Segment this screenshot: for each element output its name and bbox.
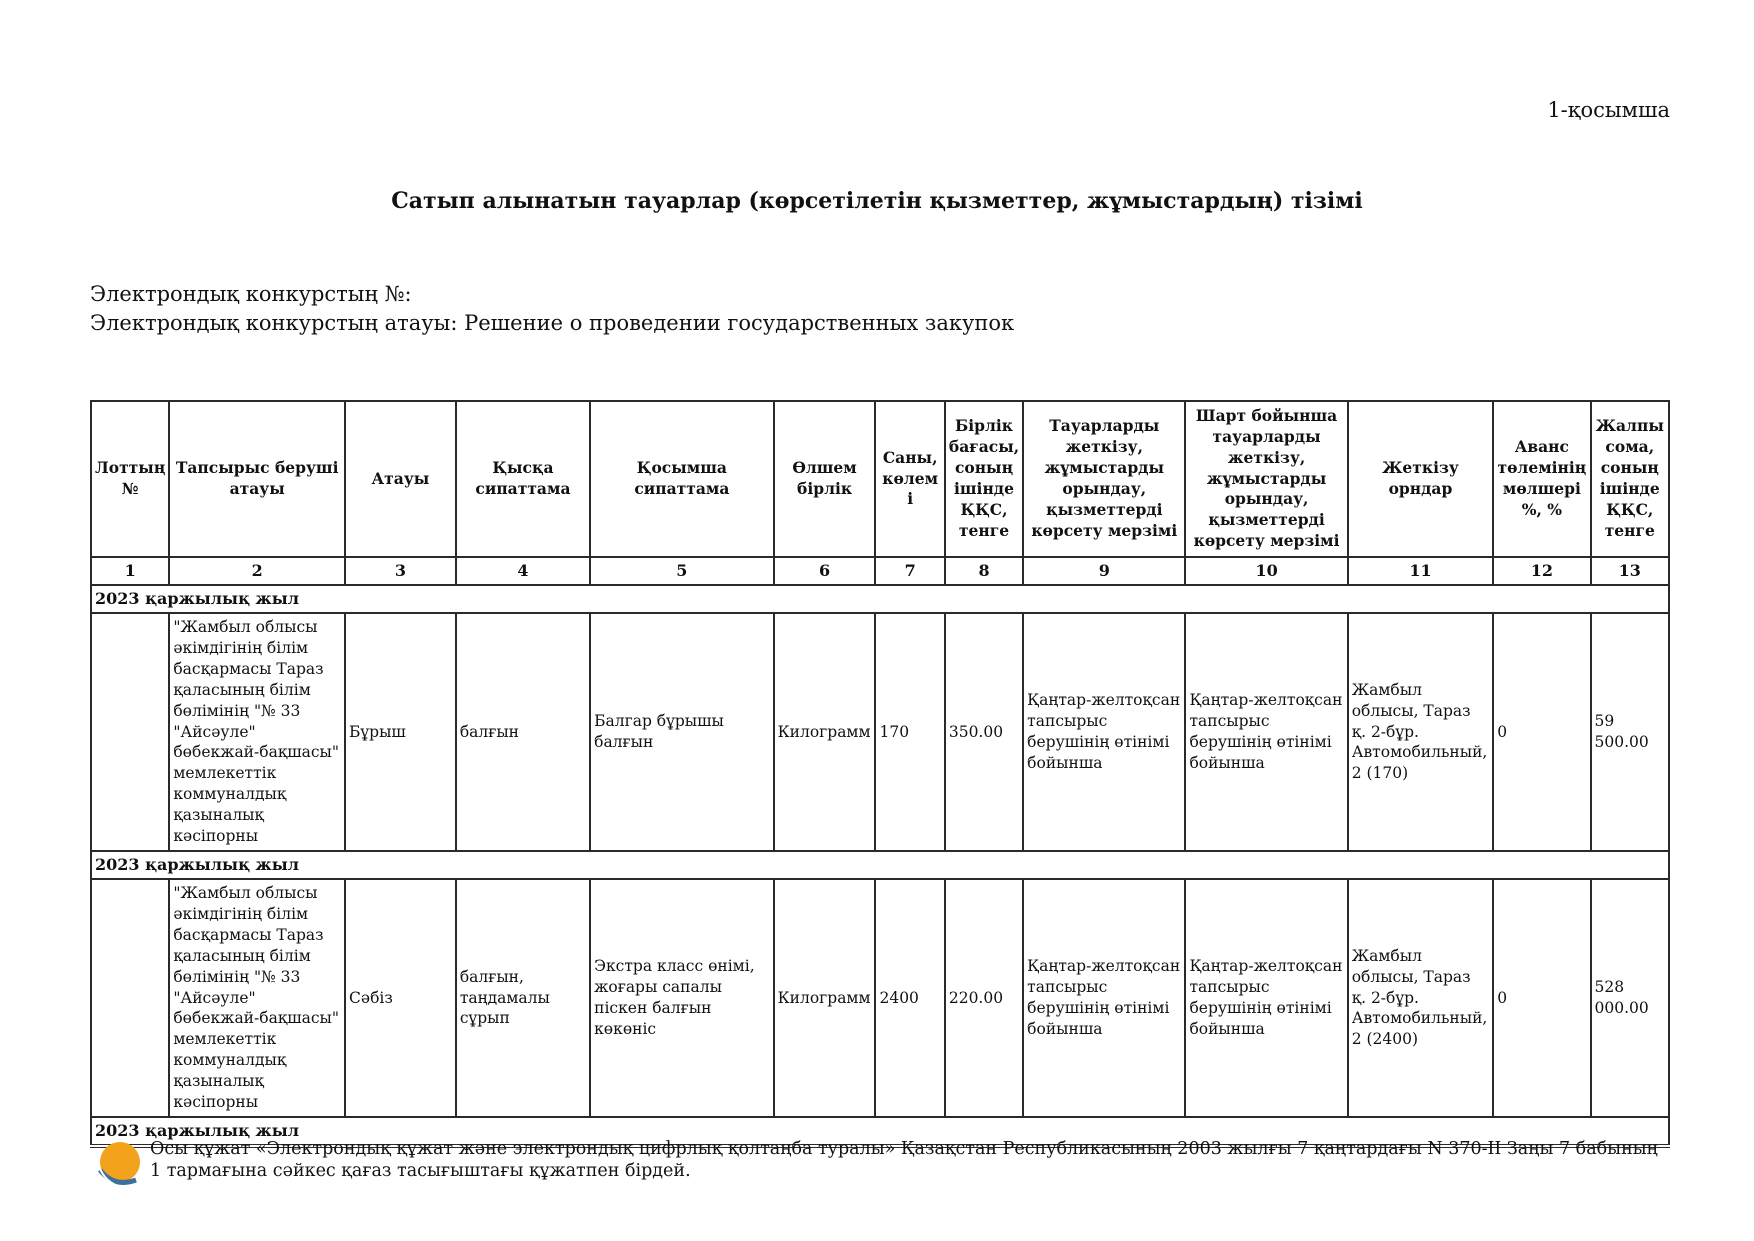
column-number: 12: [1493, 557, 1590, 585]
cell-quantity: 170: [875, 613, 944, 851]
header-customer: Тапсырыс беруші атауы: [169, 401, 345, 557]
cell-advance: 0: [1493, 613, 1590, 851]
fiscal-year-label: 2023 қаржылық жыл: [91, 1117, 1669, 1146]
annex-label: 1-қосымша: [1547, 98, 1670, 122]
cell-delivery-place: Жамбыл облысы, Тараз қ. 2-бұр. Автомобильный, 2 (170): [1348, 613, 1493, 851]
header-delivery-place: Жеткізу орндар: [1348, 401, 1493, 557]
cell-delivery-term: Қаңтар-желтоқсан тапсырыс берушінің өтінімі бойынша: [1023, 879, 1185, 1117]
column-number: 2: [169, 557, 345, 585]
cell-quantity: 2400: [875, 879, 944, 1117]
goods-table: [90, 400, 1670, 1148]
column-number: 8: [945, 557, 1023, 585]
column-number: 5: [590, 557, 774, 585]
header-delivery-term: Тауарларды жеткізу, жұмыстарды орындау, қызметтерді көрсету мерзімі: [1023, 401, 1185, 557]
column-number: 10: [1185, 557, 1347, 585]
cell-lot: [91, 613, 169, 851]
cell-customer: "Жамбыл облысы әкімдігінің білім басқармасы Тараз қаласының білім бөлімінің "№ 33 "Айсәуле" бөбекжай-бақшасы" мемлекеттік коммуналдық қазыналық кәсіпорны: [169, 879, 345, 1117]
cell-extra-description: Балгар бұрышы балғын: [590, 613, 774, 851]
footer: [92, 1138, 1672, 1198]
cell-unit-price: 220.00: [945, 879, 1023, 1117]
header-contract-term: Шарт бойынша тауарларды жеткізу, жұмыстарды орындау, қызметтерді көрсету мерзімі: [1185, 401, 1347, 557]
contest-number-label: Электрондық конкурстың №:: [90, 282, 412, 306]
column-number: 4: [456, 557, 590, 585]
header-advance: Аванс төлемінің мөлшері %, %: [1493, 401, 1590, 557]
header-quantity: Саны, көлемі: [875, 401, 944, 557]
header-total: Жалпы сома, соның ішінде ҚҚС, тенге: [1591, 401, 1669, 557]
legal-note: Осы құжат «Электрондық құжат және электрондық цифрлық қолтаңба туралы» Қазақстан Республикасының 2003 жылғы 7 қаңтардағы N 370-II Заңы 7 бабының 1 тармағына сәйкес қағаз тасығыштағы құжатпен бірдей.: [150, 1139, 1658, 1182]
column-number: 3: [345, 557, 456, 585]
fiscal-year-label: 2023 қаржылық жыл: [91, 851, 1669, 879]
cell-extra-description: Экстра класс өнімі, жоғары сапалы піскен балғын көкөніс: [590, 879, 774, 1117]
fiscal-year-row: [91, 585, 1669, 613]
fiscal-year-row: [91, 851, 1669, 879]
header-unit-price: Бірлік бағасы, соның ішінде ҚҚС, тенге: [945, 401, 1023, 557]
column-number: 1: [91, 557, 169, 585]
header-extra-description: Қосымша сипаттама: [590, 401, 774, 557]
cell-contract-term: Қаңтар-желтоқсан тапсырыс берушінің өтінімі бойынша: [1185, 879, 1347, 1117]
cell-short-description: балғын, таңдамалы сұрып: [456, 879, 590, 1117]
column-number-row: [91, 557, 1669, 585]
cell-unit: Килограмм: [774, 879, 876, 1117]
column-number: 7: [875, 557, 944, 585]
cell-delivery-place: Жамбыл облысы, Тараз қ. 2-бұр. Автомобильный, 2 (2400): [1348, 879, 1493, 1117]
cell-lot: [91, 879, 169, 1117]
header-unit: Өлшем бірлік: [774, 401, 876, 557]
header-lot-number: Лоттың №: [91, 401, 169, 557]
fiscal-year-label: 2023 қаржылық жыл: [91, 585, 1669, 613]
cell-unit-price: 350.00: [945, 613, 1023, 851]
cell-contract-term: Қаңтар-желтоқсан тапсырыс берушінің өтінімі бойынша: [1185, 613, 1347, 851]
egov-sun-logo-icon: [94, 1140, 142, 1188]
cell-total: 59 500.00: [1591, 613, 1669, 851]
cell-short-description: балғын: [456, 613, 590, 851]
cell-unit: Килограмм: [774, 613, 876, 851]
column-number: 9: [1023, 557, 1185, 585]
cell-customer: "Жамбыл облысы әкімдігінің білім басқармасы Тараз қаласының білім бөлімінің "№ 33 "Айсәуле" бөбекжай-бақшасы" мемлекеттік коммуналдық қазыналық кәсіпорны: [169, 613, 345, 851]
cell-name: Бұрыш: [345, 613, 456, 851]
table-row: [91, 879, 1669, 1117]
header-short-description: Қысқа сипаттама: [456, 401, 590, 557]
cell-total: 528 000.00: [1591, 879, 1669, 1117]
table-row: [91, 613, 1669, 851]
cell-advance: 0: [1493, 879, 1590, 1117]
column-number: 13: [1591, 557, 1669, 585]
column-number: 6: [774, 557, 876, 585]
column-number: 11: [1348, 557, 1493, 585]
page-title: Сатып алынатын тауарлар (көрсетілетін қызметтер, жұмыстардың) тізімі: [391, 188, 1363, 214]
cell-name: Сәбіз: [345, 879, 456, 1117]
table-header-row: [91, 401, 1669, 557]
contest-name-label: Электрондық конкурстың атауы: Решение о проведении государственных закупок: [90, 311, 1015, 335]
cell-delivery-term: Қаңтар-желтоқсан тапсырыс берушінің өтінімі бойынша: [1023, 613, 1185, 851]
header-name: Атауы: [345, 401, 456, 557]
